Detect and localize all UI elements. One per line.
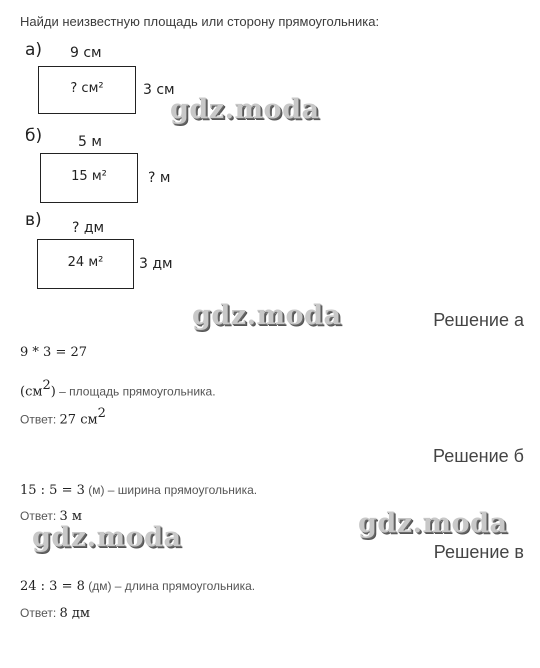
solution-a-answer-sup: 2	[97, 406, 106, 421]
solution-a-line2-math: (см	[20, 384, 43, 400]
figure-c-letter: в)	[25, 210, 42, 230]
solution-a-answer-label: Ответ:	[20, 412, 60, 427]
watermark: gdz.moda	[32, 522, 182, 553]
solution-a-line2-text: – площадь прямоугольника.	[55, 384, 216, 399]
figure-b-area-label: 15 м²	[71, 169, 107, 184]
solution-c-line1-text: (дм) – длина прямоугольника.	[84, 579, 256, 593]
solution-a-answer-value: 27 см	[59, 412, 98, 428]
solution-b-line1-text: (м) – ширина прямоугольника.	[84, 483, 258, 497]
figure-a-rectangle	[38, 66, 136, 114]
task-text: Найди неизвестную площадь или сторону прямоугольника:	[20, 14, 380, 29]
solution-a-line2	[20, 378, 216, 400]
solution-b-heading: Решение б	[433, 446, 524, 466]
solution-a-heading: Решение а	[433, 310, 524, 330]
solution-a-line2-close: )	[50, 384, 56, 400]
solution-a-line1: 9 * 3 = 27	[20, 345, 88, 360]
figure-b-right-label: ? м	[148, 170, 171, 186]
solution-c-answer-value: 8 дм	[59, 606, 91, 621]
figure-c-rectangle	[37, 239, 134, 289]
figure-b-rectangle	[40, 153, 138, 203]
solution-a-answer	[20, 406, 106, 428]
figure-a-area-label: ? см²	[70, 81, 104, 96]
watermark: gdz.moda	[358, 508, 508, 539]
figure-c-right-label: 3 дм	[139, 256, 173, 272]
watermark: gdz.moda	[192, 300, 342, 331]
solution-c-line1-math: 24 : 3 = 8	[20, 579, 85, 594]
solution-a-line2-sup: 2	[42, 378, 51, 393]
solution-c-line1	[20, 577, 255, 595]
figure-b-top-label: 5 м	[78, 134, 102, 150]
solution-c-answer-label: Ответ:	[20, 606, 60, 620]
solution-b-answer-value: 3 м	[59, 509, 83, 524]
solution-b-line1-math: 15 : 5 = 3	[20, 483, 85, 498]
figure-a-right-label: 3 см	[143, 82, 175, 98]
figure-a-top-label: 9 см	[70, 45, 102, 61]
watermark: gdz.moda	[170, 94, 320, 125]
solution-b-answer-label: Ответ:	[20, 509, 60, 523]
figure-a-letter: а)	[25, 40, 43, 60]
figure-c-top-label: ? дм	[72, 220, 105, 236]
solution-c-heading: Решение в	[433, 542, 524, 562]
figure-b-letter: б)	[25, 126, 43, 146]
solution-c-answer	[20, 604, 90, 622]
solution-b-line1	[20, 481, 257, 499]
figure-c-area-label: 24 м²	[67, 255, 104, 270]
